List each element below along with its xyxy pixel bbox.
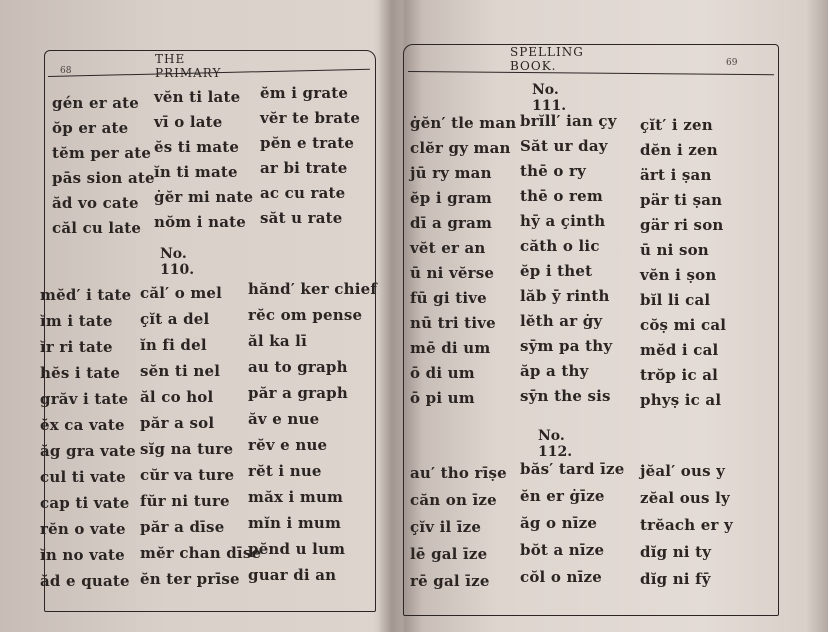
spelling-word: rĕn o vate [40, 520, 126, 538]
spelling-word: dĭg ni ty [640, 543, 712, 561]
spelling-word: ăl ka lī [248, 332, 307, 350]
spelling-word: pär ti ṣan [640, 191, 723, 209]
spelling-word: ĭm i tate [40, 312, 113, 330]
spelling-word: ăl co hol [140, 388, 214, 406]
spelling-word: jū ry man [410, 164, 492, 182]
spelling-word: rĕv e nue [248, 436, 328, 454]
spelling-word: çĭt′ i zen [640, 116, 713, 134]
spelling-word: ac cu rate [260, 184, 346, 202]
spelling-word: cŭr va ture [140, 466, 235, 484]
spelling-word: thē o ry [520, 162, 587, 180]
spelling-word: hĕs i tate [40, 364, 121, 382]
spelling-word: cŏl o nīze [520, 568, 602, 586]
spelling-word: ăd vo cate [52, 194, 139, 212]
spelling-word: sĭg na ture [140, 440, 234, 458]
spelling-word: ăv e nue [248, 410, 320, 428]
spelling-word: ĭn no vate [40, 546, 125, 564]
spelling-word: sȳn the sis [520, 387, 611, 405]
page-edge-shadow [806, 0, 828, 632]
section-title-110: No. 110. [160, 246, 195, 278]
spelling-word: căl cu late [52, 219, 142, 237]
spelling-word: sĕn ti nel [140, 362, 221, 380]
spelling-word: çĭv il īze [410, 518, 482, 536]
spelling-word: ĭr ri tate [40, 338, 113, 356]
spelling-word: trĕach er y [640, 516, 733, 534]
spelling-word: rĕc om pense [248, 306, 363, 324]
spelling-word: ĕn er ġīze [520, 487, 605, 505]
spelling-word: bŏt a nīze [520, 541, 605, 559]
spelling-word: mē di um [410, 339, 491, 357]
spelling-word: ĕs ti mate [154, 138, 240, 156]
section-title-112: No. 112. [538, 428, 573, 460]
spelling-word: mĕr chan dīse [140, 544, 262, 562]
spelling-word: ĕp i thet [520, 262, 593, 280]
spelling-word: ĕx ca vate [40, 416, 125, 434]
spelling-word: mĕd′ i tate [40, 286, 132, 304]
book-gutter [378, 0, 406, 632]
spelling-word: vĕr te brate [260, 109, 361, 127]
spelling-word: ġĕn′ tle man [410, 114, 517, 132]
spelling-word: ĕm i grate [260, 84, 349, 102]
spelling-word: hȳ a çinth [520, 212, 606, 230]
spelling-word: mĕd i cal [640, 341, 719, 359]
spelling-word: păr a graph [248, 384, 348, 402]
spelling-word: zĕal ous ly [640, 489, 730, 507]
spelling-word: vĕn i ṣon [640, 266, 717, 284]
spelling-word: ĭn ti mate [154, 163, 238, 181]
spelling-word: çĭt a del [140, 310, 210, 328]
left-page-number: 68 [60, 66, 72, 76]
spelling-word: ū ni son [640, 241, 709, 259]
spelling-word: au′ tho rīṣe [410, 464, 507, 482]
spelling-word: nŏm i nate [154, 213, 247, 231]
spelling-word: au to graph [248, 358, 348, 376]
spelling-word: ärt i ṣan [640, 166, 712, 184]
spelling-word: pĕn e trate [260, 134, 355, 152]
spelling-word: rē gal īze [410, 572, 490, 590]
spelling-word: ĕp i gram [410, 189, 492, 207]
left-running-head: THE PRIMARY [155, 52, 222, 80]
spelling-word: dī a gram [410, 214, 493, 232]
spelling-word: cap ti vate [40, 494, 130, 512]
spelling-word: tĕm per ate [52, 144, 152, 162]
spelling-word: ăp a thy [520, 362, 589, 380]
spelling-word: lĕth ar ġy [520, 312, 603, 330]
spelling-word: măx i mum [248, 488, 344, 506]
spelling-word: ăg gra vate [40, 442, 136, 460]
spelling-word: grăv i tate [40, 390, 129, 408]
spelling-word: vī o late [154, 113, 223, 131]
spelling-word: sȳm pa thy [520, 337, 613, 355]
spelling-word: clĕr gy man [410, 139, 511, 157]
spelling-word: gén er ate [52, 94, 140, 112]
spelling-word: săt u rate [260, 209, 343, 227]
spelling-word: gär ri son [640, 216, 724, 234]
right-running-head: SPELLING BOOK. [510, 45, 584, 73]
spelling-word: brĭll′ ian çy [520, 112, 617, 130]
spelling-word: trŏp ic al [640, 366, 719, 384]
spelling-word: phyṣ ic al [640, 391, 722, 409]
spelling-word: ăd e quate [40, 572, 130, 590]
spelling-word: jĕal′ ous y [640, 462, 726, 480]
spelling-word: ō pi um [410, 389, 475, 407]
spelling-word: păr a dīse [140, 518, 225, 536]
spelling-word: ĕn ter prīse [140, 570, 240, 588]
spelling-word: băs′ tard īze [520, 460, 625, 478]
spelling-word: căth o lic [520, 237, 600, 255]
spelling-word: nū tri tive [410, 314, 496, 332]
spelling-word: vĕn ti late [154, 88, 241, 106]
right-page-number: 69 [726, 58, 738, 68]
spelling-word: lē gal īze [410, 545, 488, 563]
spelling-word: fū gi tive [410, 289, 487, 307]
spelling-word: vĕt er an [410, 239, 486, 257]
spelling-word: păr a sol [140, 414, 215, 432]
spelling-word: ŏp er ate [52, 119, 129, 137]
spelling-word: ū ni vĕrse [410, 264, 495, 282]
spelling-word: ĭn fi del [140, 336, 207, 354]
spelling-word: ar bi trate [260, 159, 348, 177]
spelling-word: căl′ o mel [140, 284, 223, 302]
spelling-word: hănd′ ker chief [248, 280, 377, 298]
spelling-word: Săt ur day [520, 137, 608, 155]
spelling-word: pās sion ate [52, 169, 155, 187]
spelling-word: fŭr ni ture [140, 492, 230, 510]
spelling-word: mĭn i mum [248, 514, 342, 532]
spelling-word: ġĕr mi nate [154, 188, 254, 206]
spelling-word: ăg o nīze [520, 514, 598, 532]
spelling-word: căn on īze [410, 491, 497, 509]
section-title-111: No. 111. [532, 82, 567, 114]
spelling-word: guar di an [248, 566, 337, 584]
spelling-word: cŏṣ mi cal [640, 316, 727, 334]
spelling-word: pĕnd u lum [248, 540, 346, 558]
spelling-word: ō di um [410, 364, 475, 382]
spelling-word: lăb ȳ rinth [520, 287, 610, 305]
spelling-word: thē o rem [520, 187, 603, 205]
spelling-word: dĭg ni fȳ [640, 570, 711, 588]
spelling-word: dĕn i zen [640, 141, 718, 159]
spelling-word: rĕt i nue [248, 462, 322, 480]
spelling-word: bĭl li cal [640, 291, 711, 309]
spelling-word: cul ti vate [40, 468, 126, 486]
